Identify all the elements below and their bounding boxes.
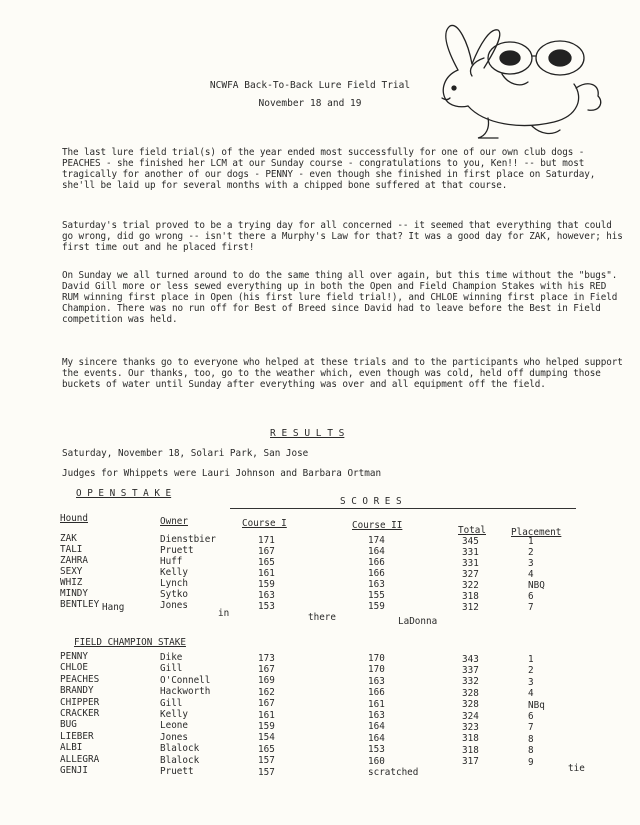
- cell-total: 318: [462, 590, 479, 602]
- cell-owner: Kelly: [160, 709, 188, 720]
- cell-hound: BUG: [60, 719, 77, 731]
- results-heading: R E S U L T S: [270, 428, 345, 439]
- cell-c2: 170: [368, 653, 385, 664]
- cell-c1: 161: [258, 567, 275, 579]
- cell-total: 327: [462, 568, 479, 580]
- cell-hound: ZAK: [60, 533, 77, 544]
- paragraph-3: On Sunday we all turned around to do the same thing all over again, but this time without the "bugs". David Gill more or less sewed everything up in both the Open and Field Champion Stakes with his RED RUM winning first place in Open (his first lure field trial!), and CHLOE winning first place in Field Champion. There was no run off for Best of Breed since David had to leave before the Best in Field competition was held.: [62, 270, 618, 325]
- cell-owner: Dienstbier: [160, 534, 216, 545]
- scores-rule: [230, 508, 576, 509]
- cell-hound: TALI: [60, 544, 83, 555]
- open-stake-title: O P E N S T A K E: [76, 488, 172, 499]
- cell-owner: O'Connell: [160, 674, 211, 686]
- cell-hound: BENTLEY: [60, 599, 100, 610]
- cell-c2: 170: [368, 664, 385, 676]
- cell-place: 4: [528, 569, 534, 580]
- newsletter-dates: November 18 and 19: [258, 98, 362, 109]
- judges-line: Judges for Whippets were Lauri Johnson and Barbara Ortman: [62, 468, 382, 479]
- cell-c1: 159: [258, 720, 275, 732]
- cell-total: 318: [462, 744, 479, 756]
- cell-c2: 164: [368, 546, 385, 557]
- cell-owner: Huff: [160, 556, 183, 567]
- cell-place: 6: [528, 591, 534, 602]
- cell-c2: 166: [368, 687, 385, 699]
- cell-c1: 167: [258, 698, 275, 710]
- cell-place: 3: [528, 676, 534, 688]
- cell-total: 337: [462, 665, 479, 676]
- cell-place: 4: [528, 688, 534, 700]
- cell-c1: 165: [258, 743, 275, 755]
- cell-hound: WHIZ: [60, 577, 83, 588]
- cell-place: 6: [528, 711, 534, 722]
- cell-c1: 157: [258, 766, 275, 778]
- scores-heading: S C O R E S: [340, 496, 402, 507]
- cell-owner: Jones: [160, 600, 188, 611]
- cell-owner: Lynch: [160, 578, 188, 589]
- cell-c1: 169: [258, 675, 275, 687]
- cell-place: 7: [528, 602, 534, 613]
- cell-hound: ALBI: [60, 742, 83, 754]
- event-line: Saturday, November 18, Solari Park, San Jose: [62, 448, 309, 459]
- cell-c1: 167: [258, 545, 275, 557]
- cell-hound: PENNY: [60, 651, 88, 662]
- paragraph-1: The last lure field trial(s) of the year ended most successfully for one of our own club dogs - PEACHES - she finished her LCM at our Sunday course - congratulations to you, Ken!! -- but most tragically for another of our dogs - PENNY - even though she finished in first place on Saturday, she'll be laid up for several months with a chipped bone suffered at that course.: [62, 147, 596, 191]
- cell-place: 3: [528, 558, 534, 569]
- cell-owner: Leone: [160, 720, 188, 732]
- cell-total: 318: [462, 733, 479, 745]
- cell-total: 328: [462, 699, 479, 711]
- cell-c1: 171: [258, 534, 275, 546]
- cell-owner: Dike: [160, 652, 183, 663]
- cell-place: NBq: [528, 699, 545, 711]
- cell-c2: 163: [368, 675, 385, 687]
- cell-total: 345: [462, 535, 479, 547]
- cell-total: 343: [462, 653, 479, 665]
- cell-place: 2: [528, 547, 534, 558]
- cell-c1: 154: [258, 732, 275, 744]
- cell-c2: 164: [368, 732, 385, 744]
- cell-place: 7: [528, 722, 534, 734]
- cell-place: 8: [528, 733, 534, 745]
- newsletter-title: NCWFA Back-To-Back Lure Field Trial: [209, 80, 411, 91]
- cell-hound: ZAHRA: [60, 555, 88, 566]
- col-course2: Course II: [352, 520, 403, 531]
- cell-hound: SEXY: [60, 566, 83, 577]
- field-champion-title: FIELD CHAMPION STAKE: [74, 637, 186, 648]
- cell-total: 322: [462, 579, 479, 591]
- cell-total: 323: [462, 722, 479, 733]
- cell-c2: 159: [368, 601, 385, 612]
- cell-c2: 161: [368, 698, 385, 710]
- col-total: Total: [458, 525, 486, 536]
- cell-c2: 160: [368, 755, 385, 767]
- cell-owner: Blalock: [160, 754, 200, 766]
- paragraph-2: Saturday's trial proved to be a trying day for all concerned -- it seemed that everything that could go wrong, did go wrong -- isn't there a Murphy's Law for that? It was a good day for ZAK, however; his first time out and he placed first!: [62, 220, 623, 253]
- cell-owner: Pruett: [160, 545, 194, 556]
- cell-c1: 153: [258, 600, 275, 612]
- cell-total: 324: [462, 710, 479, 722]
- cell-hound: CRACKER: [60, 708, 100, 719]
- col-placement: Placement: [511, 527, 562, 538]
- cell-c2: 163: [368, 710, 385, 721]
- cell-total: 317: [462, 756, 479, 768]
- cell-c1: 159: [258, 578, 275, 590]
- cell-hound: PEACHES: [60, 673, 100, 685]
- cell-owner: Kelly: [160, 567, 188, 578]
- cell-place: NBQ: [528, 580, 545, 591]
- cell-owner: Gill: [160, 697, 183, 709]
- cell-c2: 164: [368, 721, 385, 733]
- cell-c1: 167: [258, 663, 275, 675]
- col-hound: Hound: [60, 513, 88, 524]
- cell-owner: Hackworth: [160, 686, 211, 698]
- cell-place: 9: [528, 756, 534, 768]
- paragraph-4: My sincere thanks go to everyone who helped at these trials and to the participants who helped support the events. Our thanks, too, go to the weather which, even though was cold, held off dumping those buckets of water until Sunday after everything was over and all equipment off the field.: [62, 357, 623, 390]
- cell-hound: MINDY: [60, 588, 88, 599]
- cell-c2: 155: [368, 590, 385, 601]
- cell-c2: 166: [368, 568, 385, 579]
- cell-c1: 165: [258, 556, 275, 568]
- note-hang: Hang: [102, 602, 125, 613]
- cell-c2: 163: [368, 579, 385, 590]
- cell-c2: scratched: [368, 767, 419, 778]
- cell-c1: 157: [258, 755, 275, 767]
- note-ladonna: LaDonna: [398, 616, 438, 627]
- cell-hound: LIEBER: [60, 730, 94, 742]
- cell-c1: 162: [258, 686, 275, 698]
- cell-c2: 166: [368, 557, 385, 568]
- cell-place: 1: [528, 654, 534, 665]
- cell-hound: CHIPPER: [60, 696, 100, 708]
- cell-c2: 153: [368, 744, 385, 756]
- cell-total: 328: [462, 687, 479, 699]
- tie-note: tie: [568, 763, 585, 774]
- note-in: in: [218, 608, 230, 619]
- cell-owner: Jones: [160, 731, 188, 743]
- col-course1: Course I: [242, 518, 287, 529]
- cell-owner: Sytko: [160, 589, 188, 600]
- cell-c1: 173: [258, 652, 275, 664]
- cell-c1: 163: [258, 589, 275, 601]
- cell-c1: 161: [258, 709, 275, 721]
- cell-owner: Pruett: [160, 766, 194, 777]
- cell-owner: Gill: [160, 663, 183, 675]
- cell-place: 8: [528, 745, 534, 757]
- cell-hound: GENJI: [60, 765, 88, 776]
- cell-owner: Blalock: [160, 743, 200, 755]
- cell-total: 332: [462, 676, 479, 688]
- cell-place: 1: [528, 536, 534, 547]
- note-there: there: [308, 612, 336, 623]
- col-owner: Owner: [160, 516, 188, 527]
- cell-total: 312: [462, 601, 479, 613]
- cell-hound: BRANDY: [60, 685, 94, 697]
- cell-hound: ALLEGRA: [60, 753, 100, 765]
- cell-total: 331: [462, 546, 479, 558]
- cell-place: 2: [528, 665, 534, 677]
- cell-total: 331: [462, 557, 479, 569]
- cell-c2: 174: [368, 535, 385, 546]
- cell-hound: CHLOE: [60, 662, 88, 674]
